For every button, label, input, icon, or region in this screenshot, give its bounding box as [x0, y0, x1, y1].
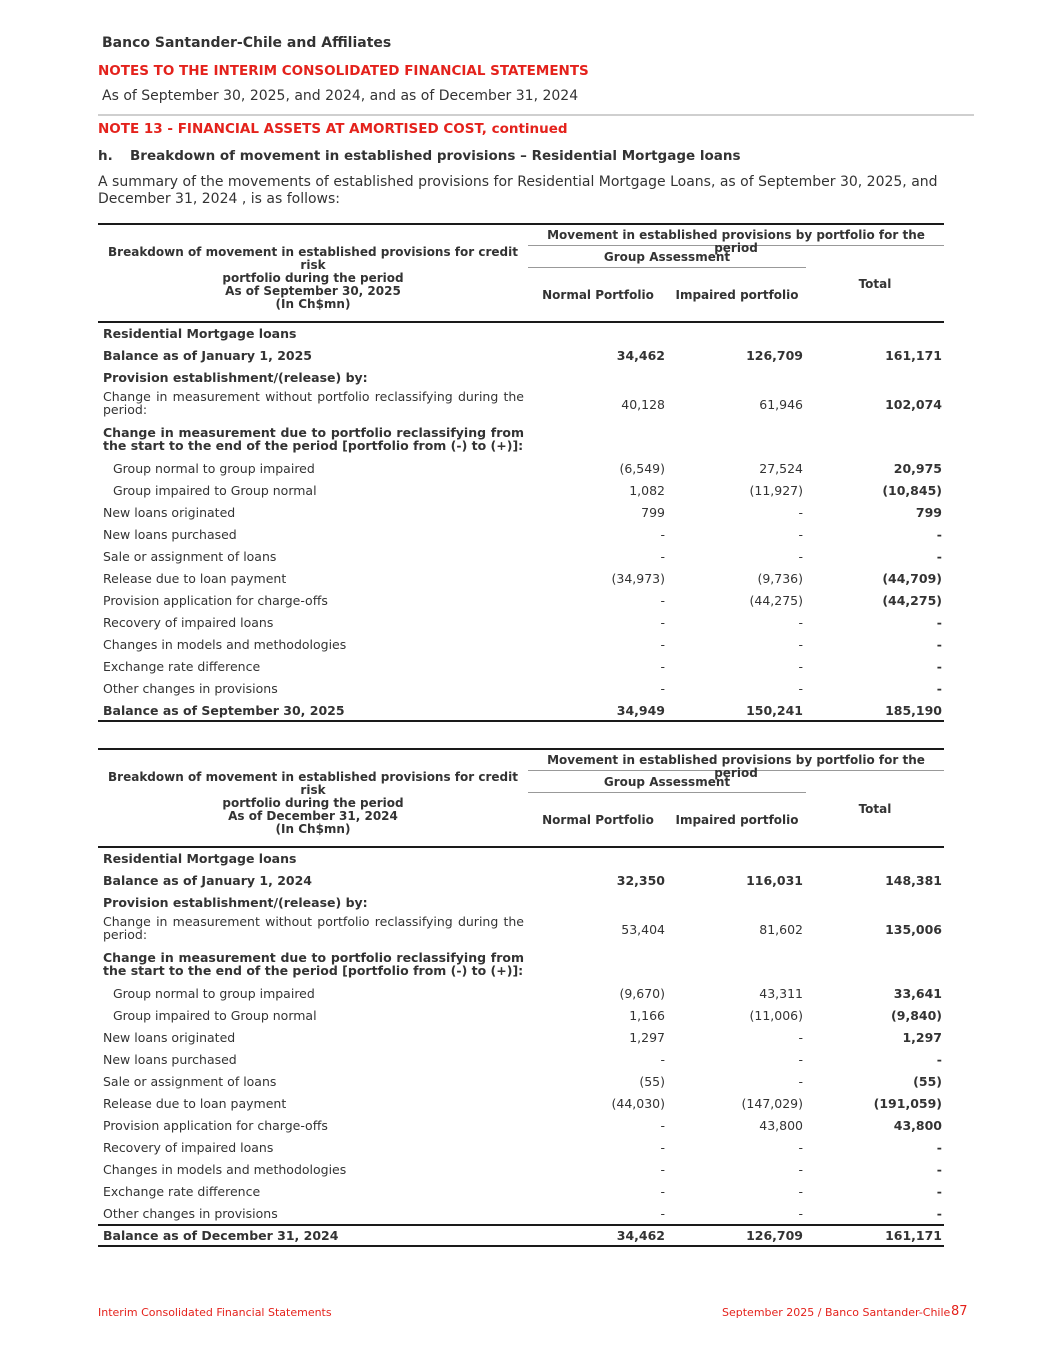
- page-number: 87: [951, 1304, 968, 1319]
- row-label: Other changes in provisions: [103, 681, 278, 696]
- cell-normal: -: [660, 615, 665, 630]
- cell-normal: -: [660, 1140, 665, 1155]
- row-label: Sale or assignment of loans: [103, 1074, 277, 1089]
- col-header-impaired: Impaired portfolio: [675, 813, 799, 827]
- col-header-normal: Normal Portfolio: [542, 813, 654, 827]
- cell-total: -: [936, 1140, 942, 1155]
- cell-impaired: -: [798, 637, 803, 652]
- cell-impaired: (11,927): [749, 483, 803, 498]
- cell-total: (9,840): [891, 1008, 942, 1023]
- cell-total: -: [936, 527, 942, 542]
- cell-impaired: -: [798, 1074, 803, 1089]
- cell-total: (191,059): [873, 1096, 942, 1111]
- cell-total: -: [936, 1052, 942, 1067]
- cell-normal: -: [660, 637, 665, 652]
- cell-total: 102,074: [885, 397, 942, 412]
- cell-impaired: -: [798, 1030, 803, 1045]
- row-label: Changes in models and methodologies: [103, 1162, 347, 1177]
- sub-group-line: [528, 267, 806, 268]
- cell-impaired: -: [798, 505, 803, 520]
- report-period: As of September 30, 2025, and 2024, and as of December 31, 2024: [102, 88, 579, 104]
- row-label: New loans originated: [103, 1030, 236, 1045]
- row-label: Balance as of December 31, 2024: [103, 1228, 339, 1243]
- cell-impaired: -: [798, 681, 803, 696]
- section-number: h.: [98, 148, 113, 164]
- row-label: Recovery of impaired loans: [103, 615, 274, 630]
- row-label: Group impaired to Group normal: [113, 483, 317, 498]
- sub-group-header: Group Assessment: [603, 250, 731, 264]
- cell-normal: 32,350: [616, 873, 665, 888]
- cell-total: 135,006: [885, 922, 942, 937]
- cell-normal: -: [660, 681, 665, 696]
- cell-total: (55): [913, 1074, 942, 1089]
- cell-impaired: -: [798, 1206, 803, 1221]
- cell-impaired: -: [798, 527, 803, 542]
- table-total-rule: [98, 1224, 944, 1226]
- cell-normal: 34,462: [616, 348, 665, 363]
- cell-impaired: -: [798, 1052, 803, 1067]
- cell-impaired: -: [798, 1140, 803, 1155]
- row-label: Balance as of January 1, 2024: [103, 873, 312, 888]
- col-header-total: Total: [858, 277, 892, 291]
- row-label: Change in measurement due to portfolio reclassifying from the start to the end of the period [portfolio from (-) to (+)]:: [103, 950, 524, 978]
- cell-impaired: 81,602: [759, 922, 803, 937]
- cell-normal: 799: [641, 505, 665, 520]
- stub-header-line: (In Ch$mn): [275, 822, 351, 836]
- cell-normal: 34,949: [616, 703, 665, 718]
- cell-normal: -: [660, 549, 665, 564]
- table-bottom-rule: [98, 720, 944, 722]
- row-label: Provision establishment/(release) by:: [103, 370, 368, 385]
- cell-impaired: (147,029): [741, 1096, 803, 1111]
- row-label: Group normal to group impaired: [113, 986, 315, 1001]
- row-label: Other changes in provisions: [103, 1206, 278, 1221]
- cell-impaired: -: [798, 659, 803, 674]
- cell-total: -: [936, 549, 942, 564]
- cell-normal: -: [660, 659, 665, 674]
- sub-group-header: Group Assessment: [603, 775, 731, 789]
- stub-header-line: As of December 31, 2024: [228, 809, 398, 823]
- cell-impaired: 126,709: [746, 1228, 803, 1243]
- row-label: Balance as of September 30, 2025: [103, 703, 345, 718]
- cell-total: 799: [915, 505, 942, 520]
- cell-normal: (34,973): [611, 571, 665, 586]
- cell-total: -: [936, 659, 942, 674]
- cell-total: 33,641: [893, 986, 942, 1001]
- footer-period-company: September 2025 / Banco Santander-Chile: [722, 1306, 951, 1319]
- col-header-normal: Normal Portfolio: [542, 288, 654, 302]
- row-label: Release due to loan payment: [103, 571, 287, 586]
- cell-impaired: 116,031: [746, 873, 803, 888]
- cell-total: 43,800: [893, 1118, 942, 1133]
- stub-header: [98, 771, 528, 836]
- cell-impaired: 43,800: [759, 1118, 803, 1133]
- cell-impaired: (9,736): [757, 571, 803, 586]
- sub-group-line: [528, 792, 806, 793]
- row-label: New loans purchased: [103, 527, 237, 542]
- stub-header: [98, 246, 528, 311]
- cell-normal: 34,462: [616, 1228, 665, 1243]
- cell-normal: 1,166: [629, 1008, 665, 1023]
- stub-header-line: Breakdown of movement in established provisions for credit risk: [108, 770, 518, 797]
- stub-header-line: (In Ch$mn): [275, 297, 351, 311]
- cell-total: 161,171: [885, 1228, 942, 1243]
- cell-impaired: (44,275): [749, 593, 803, 608]
- row-label: Release due to loan payment: [103, 1096, 287, 1111]
- cell-total: (44,709): [882, 571, 942, 586]
- row-label: Change in measurement without portfolio reclassifying during the period:: [103, 914, 524, 942]
- cell-normal: -: [660, 593, 665, 608]
- cell-normal: (9,670): [619, 986, 665, 1001]
- table-top-rule: [98, 223, 944, 225]
- stub-header-line: portfolio during the period: [222, 271, 404, 285]
- row-label: Balance as of January 1, 2025: [103, 348, 312, 363]
- row-label: Sale or assignment of loans: [103, 549, 277, 564]
- cell-impaired: 27,524: [759, 461, 803, 476]
- cell-total: -: [936, 615, 942, 630]
- row-label: Recovery of impaired loans: [103, 1140, 274, 1155]
- group-header: Movement in established provisions by portfolio for the period: [547, 228, 925, 255]
- cell-normal: -: [660, 1206, 665, 1221]
- cell-total: 20,975: [893, 461, 942, 476]
- row-label: Provision application for charge-offs: [103, 1118, 328, 1133]
- cell-impaired: -: [798, 615, 803, 630]
- cell-total: (44,275): [882, 593, 942, 608]
- cell-normal: -: [660, 1118, 665, 1133]
- section-title: [98, 148, 741, 164]
- summary-paragraph: A summary of the movements of established provisions for Residential Mortgage Loans, as of September 30, 2025, and December 31, 2024 , is as follows:: [98, 174, 938, 207]
- stub-header-line: portfolio during the period: [222, 796, 404, 810]
- row-label: Provision establishment/(release) by:: [103, 895, 368, 910]
- cell-normal: (6,549): [619, 461, 665, 476]
- stub-header-line: As of September 30, 2025: [225, 284, 401, 298]
- cell-impaired: -: [798, 1162, 803, 1177]
- cell-total: 1,297: [902, 1030, 942, 1045]
- cell-impaired: 61,946: [759, 397, 803, 412]
- cell-impaired: (11,006): [749, 1008, 803, 1023]
- row-label: Residential Mortgage loans: [103, 851, 297, 866]
- group-header: Movement in established provisions by portfolio for the period: [547, 753, 925, 780]
- cell-normal: -: [660, 1162, 665, 1177]
- cell-impaired: 43,311: [759, 986, 803, 1001]
- col-header-impaired: Impaired portfolio: [675, 288, 799, 302]
- cell-impaired: 150,241: [746, 703, 803, 718]
- table-header-rule: [98, 846, 944, 848]
- stub-header-line: Breakdown of movement in established provisions for credit risk: [108, 245, 518, 272]
- cell-total: -: [936, 1162, 942, 1177]
- section-title-text: Breakdown of movement in established provisions – Residential Mortgage loans: [130, 148, 741, 164]
- cell-total: (10,845): [882, 483, 942, 498]
- row-label: Residential Mortgage loans: [103, 326, 297, 341]
- table-bottom-rule: [98, 1245, 944, 1247]
- cell-total: -: [936, 637, 942, 652]
- cell-impaired: 126,709: [746, 348, 803, 363]
- cell-normal: -: [660, 1052, 665, 1067]
- cell-total: 185,190: [885, 703, 942, 718]
- col-header-total: Total: [858, 802, 892, 816]
- row-label: Change in measurement without portfolio reclassifying during the period:: [103, 389, 524, 417]
- row-label: Exchange rate difference: [103, 1184, 261, 1199]
- cell-normal: 40,128: [621, 397, 665, 412]
- cell-normal: (55): [639, 1074, 665, 1089]
- table-top-rule: [98, 748, 944, 750]
- row-label: New loans purchased: [103, 1052, 237, 1067]
- row-label: Changes in models and methodologies: [103, 637, 347, 652]
- header-divider: [98, 114, 974, 116]
- cell-total: -: [936, 1206, 942, 1221]
- cell-total: -: [936, 1184, 942, 1199]
- cell-normal: 1,297: [629, 1030, 665, 1045]
- footer-document-name: Interim Consolidated Financial Statements: [98, 1306, 332, 1319]
- cell-normal: (44,030): [611, 1096, 665, 1111]
- cell-total: 161,171: [885, 348, 942, 363]
- cell-total: 148,381: [885, 873, 942, 888]
- cell-normal: 53,404: [621, 922, 665, 937]
- cell-total: -: [936, 681, 942, 696]
- note-title: NOTE 13 - FINANCIAL ASSETS AT AMORTISED COST, continued: [98, 121, 568, 137]
- row-label: Provision application for charge-offs: [103, 593, 328, 608]
- cell-impaired: -: [798, 549, 803, 564]
- table-header-rule: [98, 321, 944, 323]
- row-label: Change in measurement due to portfolio reclassifying from the start to the end of the period [portfolio from (-) to (+)]:: [103, 425, 524, 453]
- cell-normal: -: [660, 527, 665, 542]
- row-label: New loans originated: [103, 505, 236, 520]
- row-label: Exchange rate difference: [103, 659, 261, 674]
- cell-impaired: -: [798, 1184, 803, 1199]
- company-name: Banco Santander-Chile and Affiliates: [102, 35, 392, 51]
- row-label: Group impaired to Group normal: [113, 1008, 317, 1023]
- row-label: Group normal to group impaired: [113, 461, 315, 476]
- notes-title: NOTES TO THE INTERIM CONSOLIDATED FINANCIAL STATEMENTS: [98, 63, 589, 79]
- cell-normal: 1,082: [629, 483, 665, 498]
- cell-normal: -: [660, 1184, 665, 1199]
